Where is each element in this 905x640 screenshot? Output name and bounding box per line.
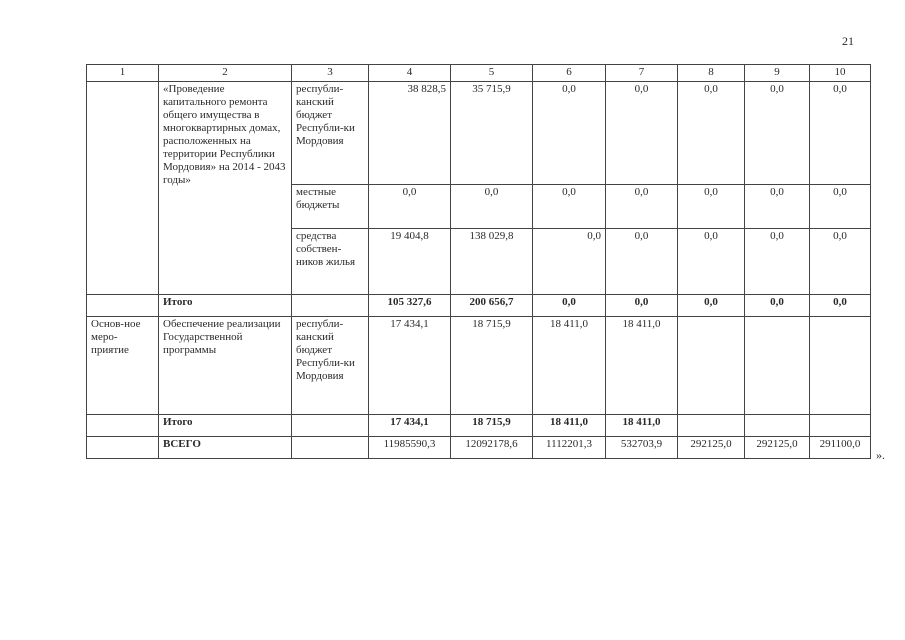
total-label: Итого bbox=[159, 295, 292, 317]
total-value: 18 715,9 bbox=[451, 415, 533, 437]
grand-total-value: 12092178,6 bbox=[451, 437, 533, 459]
value-cell: 38 828,5 bbox=[369, 82, 451, 185]
funding-source: республи-канский бюджет Республи-ки Мордовия bbox=[292, 82, 369, 185]
total-value: 0,0 bbox=[678, 295, 745, 317]
col-header: 4 bbox=[369, 65, 451, 82]
grand-total-value: 292125,0 bbox=[678, 437, 745, 459]
funding-source: средства собствен-ников жилья bbox=[292, 229, 369, 295]
value-cell: 35 715,9 bbox=[451, 82, 533, 185]
col-header: 6 bbox=[533, 65, 606, 82]
grand-total-row bbox=[87, 437, 871, 459]
col-header: 1 bbox=[87, 65, 159, 82]
total-label: Итого bbox=[159, 415, 292, 437]
empty-cell bbox=[87, 295, 159, 317]
grand-total-value: 1112201,3 bbox=[533, 437, 606, 459]
value-cell: 0,0 bbox=[533, 82, 606, 185]
table-row bbox=[87, 317, 871, 415]
table-row bbox=[87, 82, 871, 185]
activity-name: Обеспечение реализации Государственной программы bbox=[159, 317, 292, 415]
value-cell: 19 404,8 bbox=[369, 229, 451, 295]
value-cell: 138 029,8 bbox=[451, 229, 533, 295]
total-value: 17 434,1 bbox=[369, 415, 451, 437]
value-cell: 0,0 bbox=[745, 185, 810, 229]
col-header: 7 bbox=[606, 65, 678, 82]
value-cell: 0,0 bbox=[451, 185, 533, 229]
value-cell bbox=[745, 317, 810, 415]
grand-total-value: 532703,9 bbox=[606, 437, 678, 459]
col-header: 8 bbox=[678, 65, 745, 82]
total-value: 0,0 bbox=[533, 295, 606, 317]
closing-mark: ». bbox=[876, 448, 885, 462]
value-cell: 0,0 bbox=[810, 82, 871, 185]
value-cell: 18 411,0 bbox=[533, 317, 606, 415]
grand-total-value: 291100,0 bbox=[810, 437, 871, 459]
total-value bbox=[745, 415, 810, 437]
total-value: 200 656,7 bbox=[451, 295, 533, 317]
value-cell: 0,0 bbox=[810, 229, 871, 295]
value-cell: 0,0 bbox=[369, 185, 451, 229]
grand-total-value: 11985590,3 bbox=[369, 437, 451, 459]
funding-source: республи-канский бюджет Республи-ки Мордовия bbox=[292, 317, 369, 415]
total-value: 0,0 bbox=[810, 295, 871, 317]
empty-cell bbox=[292, 295, 369, 317]
total-row bbox=[87, 295, 871, 317]
total-value bbox=[678, 415, 745, 437]
total-row bbox=[87, 415, 871, 437]
value-cell: 0,0 bbox=[678, 229, 745, 295]
value-cell: 0,0 bbox=[745, 229, 810, 295]
empty-cell bbox=[87, 437, 159, 459]
value-cell: 0,0 bbox=[678, 82, 745, 185]
value-cell bbox=[678, 317, 745, 415]
value-cell: 0,0 bbox=[606, 229, 678, 295]
total-value: 18 411,0 bbox=[606, 415, 678, 437]
value-cell: 0,0 bbox=[678, 185, 745, 229]
header-row bbox=[87, 65, 871, 82]
total-value bbox=[810, 415, 871, 437]
total-value: 0,0 bbox=[606, 295, 678, 317]
funding-source: местные бюджеты bbox=[292, 185, 369, 229]
empty-cell bbox=[292, 437, 369, 459]
value-cell: 18 411,0 bbox=[606, 317, 678, 415]
page-number: 21 bbox=[842, 34, 854, 48]
empty-cell bbox=[292, 415, 369, 437]
value-cell: 17 434,1 bbox=[369, 317, 451, 415]
total-value: 0,0 bbox=[745, 295, 810, 317]
total-value: 18 411,0 bbox=[533, 415, 606, 437]
value-cell: 0,0 bbox=[606, 82, 678, 185]
col-header: 3 bbox=[292, 65, 369, 82]
value-cell: 0,0 bbox=[606, 185, 678, 229]
col-header: 9 bbox=[745, 65, 810, 82]
activity-type: Основ-ное меро-приятие bbox=[87, 317, 159, 415]
value-cell bbox=[810, 317, 871, 415]
empty-cell bbox=[87, 82, 159, 295]
total-value: 105 327,6 bbox=[369, 295, 451, 317]
value-cell: 0,0 bbox=[533, 229, 606, 295]
value-cell: 18 715,9 bbox=[451, 317, 533, 415]
budget-table bbox=[86, 64, 871, 459]
grand-total-value: 292125,0 bbox=[745, 437, 810, 459]
value-cell: 0,0 bbox=[533, 185, 606, 229]
col-header: 5 bbox=[451, 65, 533, 82]
col-header: 2 bbox=[159, 65, 292, 82]
empty-cell bbox=[87, 415, 159, 437]
program-name: «Проведение капитального ремонта общего имущества в многоквартирных домах, расположенных на территории Республики Мордовия» на 2014 - 2043 годы» bbox=[159, 82, 292, 295]
col-header: 10 bbox=[810, 65, 871, 82]
value-cell: 0,0 bbox=[810, 185, 871, 229]
value-cell: 0,0 bbox=[745, 82, 810, 185]
grand-total-label: ВСЕГО bbox=[159, 437, 292, 459]
